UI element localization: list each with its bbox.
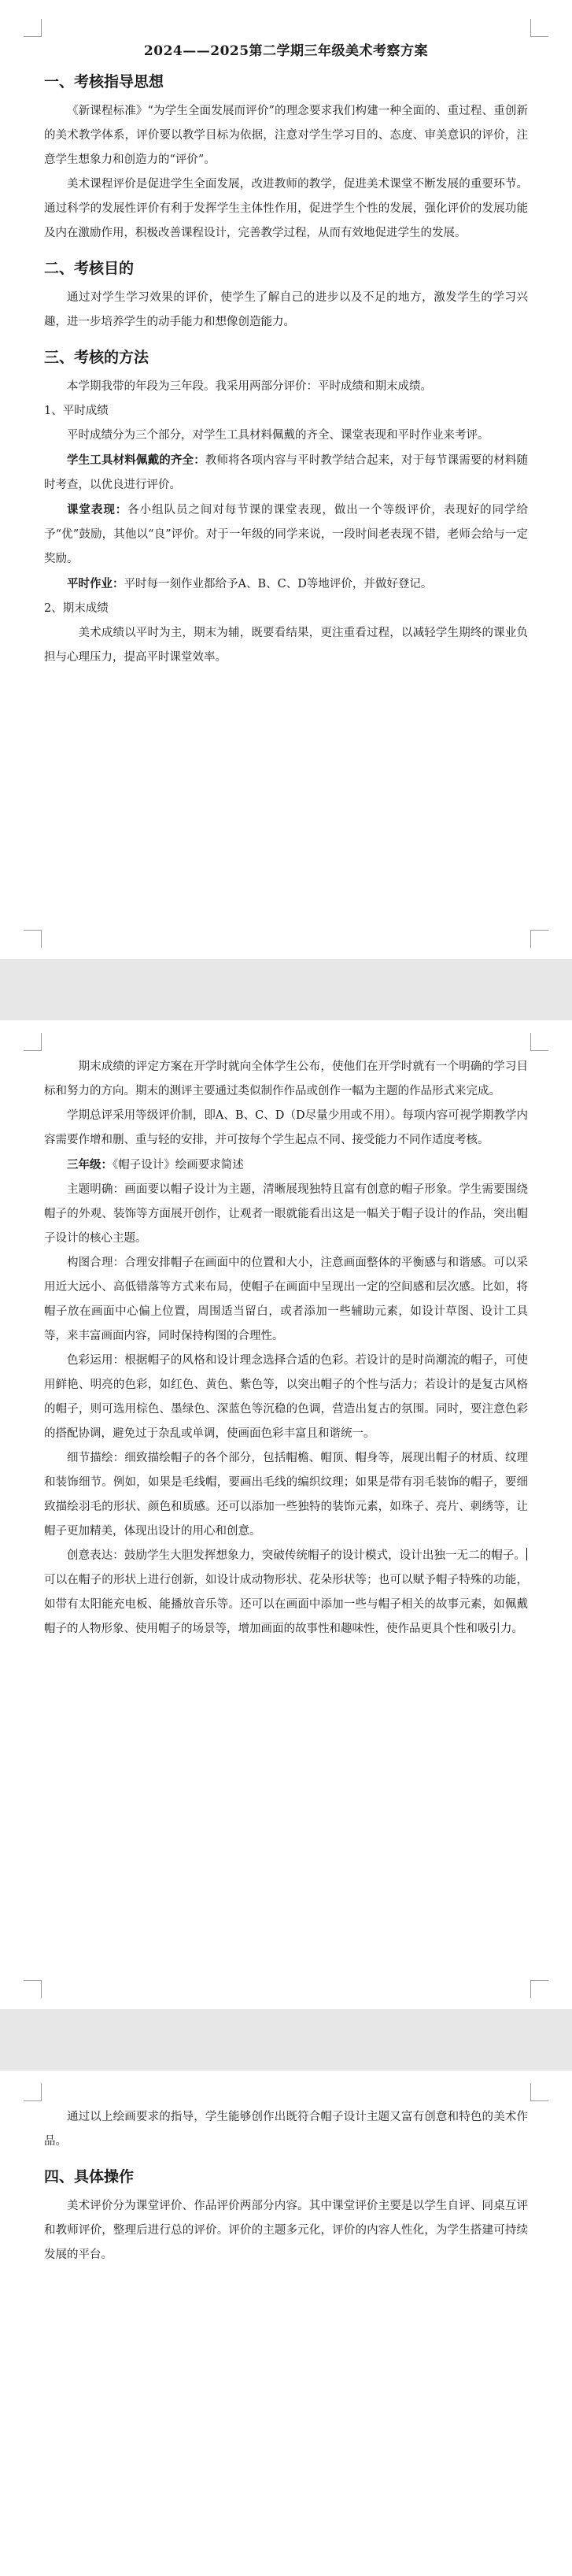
paragraph-color: 色彩运用：根据帽子的风格和设计理念选择合适的色彩。若设计的是时尚潮流的帽子，可使用鲜艳、明亮的色彩，如红色、黄色、紫色等，以突出帽子的个性与活力；若设计的是复古风格的帽子，则可选用棕色、墨绿色、深蓝色等沉稳的色调，营造出复古的氛围。同时，要注意色彩的搭配协调，避免过于杂乱或单调，使画面色彩丰富且和谐统一。 — [44, 1354, 528, 1440]
paragraph: 美术课程评价是促进学生全面发展，改进教师的教学，促进美术课堂不断发展的重要环节。通过科学的发展性评价有利于发挥学生主体性作用，促进学生个性的发展，强化评价的发展功能及内在激励作用，积极改善课程设计，完善教学过程，从而有效地促进学生的发展。 — [44, 178, 528, 239]
text-creative-after: 可以在帽子的形状上进行创新，如设计成动物形状、花朵形状等；也可以赋予帽子特殊的功能，如带有太阳能充电板、能播放音乐等。还可以在画面中添加一些与帽子相关的故事元素，如佩戴帽子的人物形象、使用帽子的场景等，增加画面的故事性和趣味性，使作品更具个性和吸引力。 — [44, 1574, 528, 1635]
label-tools: 学生工具材料佩戴的齐全： — [67, 453, 205, 467]
crop-mark — [24, 19, 42, 37]
section-heading-purpose: 二、考核目的 — [44, 260, 135, 277]
section-heading-methods: 三、考核的方法 — [44, 349, 149, 366]
paragraph: 通过对学生学习效果的评价，使学生了解自己的进步以及不足的地方，激发学生的学习兴趣，进一步培养学生的动手能力和想像创造能力。 — [44, 291, 528, 328]
text-cursor — [526, 1548, 527, 1560]
text-creative-before: 创意表达：鼓励学生大胆发挥想象力，突破传统帽子的设计模式，设计出独一无二的帽子。 — [67, 1549, 526, 1562]
paragraph-tools — [44, 448, 528, 498]
paragraph: 美术成绩以平时为主，期末为辅，既要看结果，更注重看过程，以减轻学生期终的课业负担与心理压力，提高平时课堂效率。 — [44, 627, 528, 664]
crop-mark — [24, 2083, 42, 2101]
document-page-1 — [0, 0, 572, 959]
text-grade3: 《帽子设计》绘画要求简述 — [113, 1159, 244, 1171]
subheading-final-grades: 2、期末成绩 — [44, 602, 109, 615]
crop-mark — [530, 1980, 548, 1998]
label-class-performance: 课堂表现： — [67, 503, 128, 516]
crop-mark — [24, 1980, 42, 1998]
document-title: 2024——2025第二学期三年级美术考察方案 — [143, 43, 429, 59]
paragraph: 学期总评采用等级评价制，即A、B、C、D（D尽量少用或不用）。每项内容可视学期教学内容需要作增和删、重与轻的安排，并可按每个学生起点不同、接受能力不同作适度考核。 — [44, 1109, 528, 1146]
text-class-performance: 各小组队员之间对每节课的课堂表现，做出一个等级评价，表现好的同学给予“优”鼓励，其他以“良”评价。对于一年级的同学来说，一段时间老表现不错，老师会给与一定奖励。 — [44, 504, 529, 565]
crop-mark — [530, 1033, 548, 1051]
crop-mark — [530, 930, 548, 948]
crop-mark — [530, 19, 548, 37]
label-grade3: 三年级： — [67, 1158, 113, 1171]
text-tools: 教师将各项内容与平时教学结合起来，对于每节课需要的材料随时考查，以优良进行评价。 — [44, 454, 529, 491]
document-page-2 — [0, 1020, 572, 2009]
paragraph-grade3 — [44, 1153, 528, 1178]
paragraph-theme: 主题明确：画面要以帽子设计为主题，清晰展现独特且富有创意的帽子形象。学生需要围绕帽子的外观、装饰等方面展开创作，让观者一眼就能看出这是一幅关于帽子设计的作品，突出帽子设计的核心主题。 — [44, 1183, 528, 1245]
document-page-3 — [0, 2071, 572, 2576]
paragraph-detail: 细节描绘：细致描绘帽子的各个部分，包括帽檐、帽顶、帽身等，展现出帽子的材质、纹理和装饰细节。例如，如果是毛线帽，要画出毛线的编织纹理；如果是带有羽毛装饰的帽子，要细致描绘羽毛的形状、颜色和质感。还可以添加一些独特的装饰元素，如珠子、亮片、刺绣等，让帽子更加精美，体现出设计的用心和创意。 — [44, 1452, 528, 1538]
paragraph-homework — [44, 572, 528, 597]
crop-mark — [24, 1033, 42, 1051]
paragraph: 《新课程标准》“为学生全面发展而评价”的理念要求我们构建一种全面的、重过程、重创新的美术教学体系，评价要以教学目标为依据，注意对学生学习目的、态度、审美意识的评价，注意学生想象力和创造力的“评价”。 — [44, 105, 528, 166]
paragraph: 期末成绩的评定方案在开学时就向全体学生公布，使他们在开学时就有一个明确的学习目标和努力的方向。期末的测评主要通过类似制作作品或创作一幅为主题的作品形式来完成。 — [44, 1060, 528, 1097]
crop-mark — [530, 2083, 548, 2101]
paragraph-summary: 通过以上绘画要求的指导，学生能够创作出既符合帽子设计主题又富有创意和特色的美术作品。 — [44, 2111, 528, 2148]
subheading-regular-grades: 1、平时成绩 — [44, 405, 109, 417]
paragraph: 本学期我带的年段为三年段。我采用两部分评价：平时成绩和期末成绩。 — [67, 380, 432, 393]
paragraph-class-performance — [44, 498, 528, 572]
label-homework: 平时作业： — [67, 577, 124, 590]
crop-mark — [24, 930, 42, 948]
paragraph-creative — [44, 1544, 528, 1641]
text-homework: 平时每一刻作业都给予A、B、C、D等地评价，并做好登记。 — [124, 578, 433, 590]
section-heading-guiding-ideas: 一、考核指导思想 — [44, 73, 164, 91]
section-heading-operation: 四、具体操作 — [44, 2168, 135, 2186]
paragraph: 美术评价分为课堂评价、作品评价两部分内容。其中课堂评价主要是以学生自评、同桌互评和教师评价，整理后进行总的评价。评价的主题多元化，评价的内容人性化，为学生搭建可持续发展的平台。 — [44, 2200, 528, 2261]
paragraph: 平时成绩分为三个部分，对学生工具材料佩戴的齐全、课堂表现和平时作业来考评。 — [67, 429, 489, 442]
paragraph-composition: 构图合理：合理安排帽子在画面中的位置和大小，注意画面整体的平衡感与和谐感。可以采用近大远小、高低错落等方式来布局，使帽子在画面中呈现出一定的空间感和层次感。比如，将帽子放在画面中心偏上位置，周围适当留白，或者添加一些辅助元素，如设计草图、设计工具等，来丰富画面内容，同时保持构图的合理性。 — [44, 1257, 528, 1342]
